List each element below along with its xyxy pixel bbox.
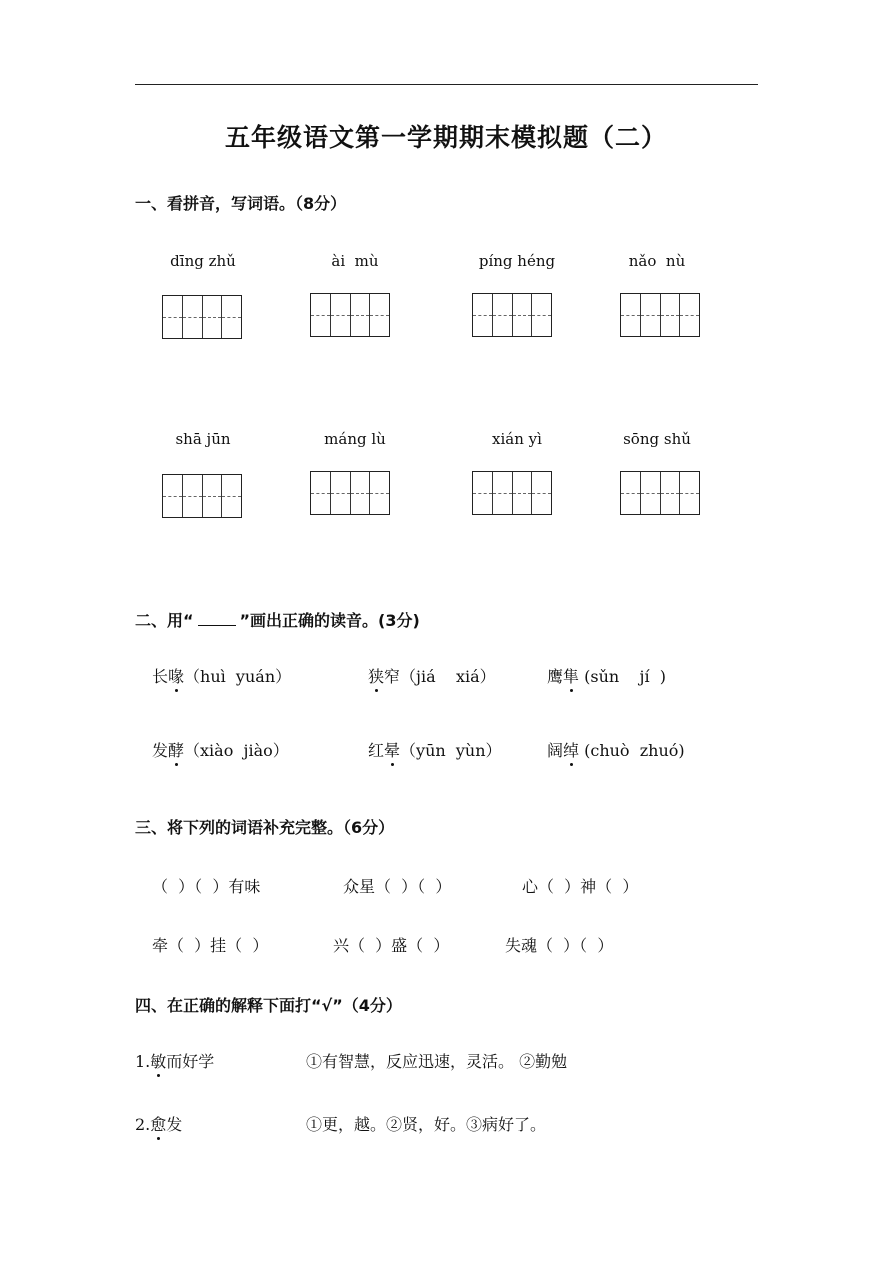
word-item: 1.敏而好学	[135, 1052, 215, 1071]
fill-blank-item[interactable]: 兴（ ）盛（ ）	[333, 936, 450, 955]
pinyin-label: shā jūn	[175, 430, 231, 448]
section-4-heading: 四、在正确的解释下面打“√”（4分）	[135, 996, 402, 1015]
writing-grid[interactable]	[162, 295, 242, 339]
pronunciation-item[interactable]: 鹰隼 (sǔn jí )	[547, 667, 667, 686]
writing-grid[interactable]	[310, 293, 390, 337]
writing-grid[interactable]	[472, 471, 552, 515]
pronunciation-item[interactable]: 长喙（huì yuán）	[152, 667, 292, 686]
pronunciation-item[interactable]: 狭窄（jiá xiá）	[368, 667, 496, 686]
section-2-heading: 二、用“ ”画出正确的读音。(3分)	[135, 611, 420, 630]
explanation-options[interactable]: ①更，越。②贤，好。③病好了。	[306, 1115, 547, 1134]
pronunciation-item[interactable]: 阔绰 (chuò zhuó)	[547, 741, 685, 760]
section-3-heading: 三、将下列的词语补充完整。（6分）	[135, 818, 395, 837]
pronunciation-item[interactable]: 红晕（yūn yùn）	[368, 741, 502, 760]
writing-grid[interactable]	[472, 293, 552, 337]
page-title: 五年级语文第一学期期末模拟题（二）	[224, 123, 667, 152]
writing-grid[interactable]	[162, 474, 242, 518]
top-rule	[135, 84, 758, 85]
explanation-options[interactable]: ①有智慧，反应迅速，灵活。 ②勤勉	[306, 1052, 568, 1071]
pinyin-label: píng héng	[478, 252, 556, 270]
pronunciation-item[interactable]: 发酵（xiào jiào）	[152, 741, 289, 760]
pinyin-label: xián yì	[492, 430, 542, 448]
fill-blank-item[interactable]: （ ）（ ）有味	[152, 877, 261, 896]
writing-grid[interactable]	[620, 293, 700, 337]
pinyin-label: ài mù	[331, 252, 379, 270]
pinyin-label: máng lù	[324, 430, 386, 448]
writing-grid[interactable]	[620, 471, 700, 515]
pinyin-label: sōng shǔ	[623, 430, 691, 448]
fill-blank-item[interactable]: 失魂（ ）（ ）	[505, 936, 614, 955]
underline-mark	[198, 613, 236, 626]
pinyin-label: dīng zhǔ	[170, 252, 236, 270]
fill-blank-item[interactable]: 牵（ ）挂（ ）	[152, 936, 269, 955]
section-1-heading: 一、看拼音，写词语。（8分）	[135, 194, 347, 213]
word-item: 2.愈发	[135, 1115, 183, 1134]
writing-grid[interactable]	[310, 471, 390, 515]
fill-blank-item[interactable]: 心（ ）神（ ）	[522, 877, 639, 896]
pinyin-label: nǎo nù	[628, 252, 686, 270]
fill-blank-item[interactable]: 众星（ ）（ ）	[343, 877, 452, 896]
